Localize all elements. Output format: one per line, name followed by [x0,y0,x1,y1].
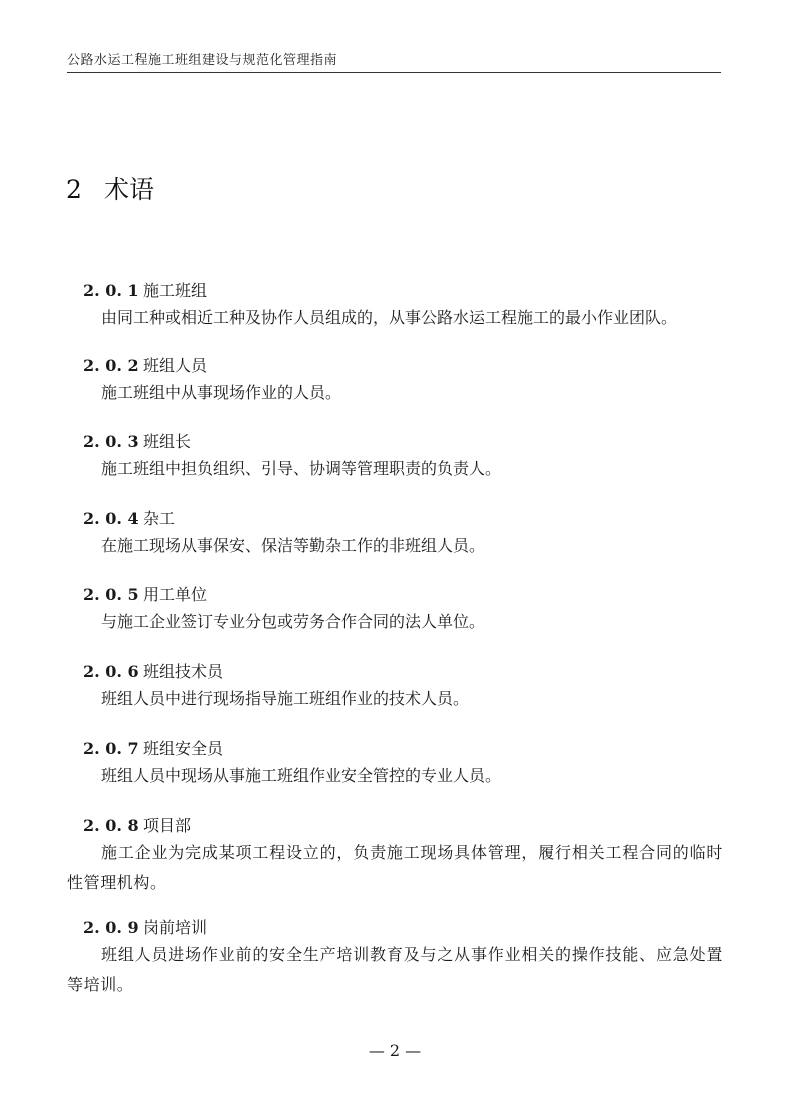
term-heading [83,353,207,376]
term-name: 岗前培训 [143,918,208,937]
term-name: 施工班组 [143,281,208,300]
term-name: 班组人员 [143,356,208,375]
term-code: 2. 0. 4 [83,509,139,528]
chapter-number: 2 [66,175,82,204]
term-definition: 由同工种或相近工种及协作人员组成的，从事公路水运工程施工的最小作业团队。 [101,308,678,327]
term-heading [83,659,223,682]
term-heading [83,813,191,836]
term-definition: 与施工企业签订专业分包或劳务合作合同的法人单位。 [101,612,486,631]
term-heading [83,736,223,759]
page-number: — 2 — [368,1041,422,1060]
term-name: 用工单位 [143,585,208,604]
term-definition: 班组人员进场作业前的安全生产培训教育及与之从事作业相关的操作技能、应急处置等培训。 [67,945,723,994]
term-name: 杂工 [143,509,176,528]
term-code: 2. 0. 5 [83,585,139,604]
term-definition: 施工班组中从事现场作业的人员。 [101,383,342,402]
term-code: 2. 0. 6 [83,662,139,681]
term-definition: 班组人员中进行现场指导施工班组作业的技术人员。 [101,689,470,708]
term-definition: 施工企业为完成某项工程设立的，负责施工现场具体管理，履行相关工程合同的临时性管理机构。 [67,843,723,892]
term-code: 2. 0. 7 [83,739,139,758]
chapter-title [66,170,154,206]
term-name: 班组技术员 [143,662,224,681]
term-heading [83,915,207,938]
term-code: 2. 0. 1 [83,281,139,300]
term-name: 班组长 [143,432,192,451]
term-code: 2. 0. 3 [83,432,139,451]
term-definition: 班组人员中现场从事施工班组作业安全管控的专业人员。 [101,766,502,785]
term-name: 班组安全员 [143,739,224,758]
term-heading [83,278,207,301]
term-code: 2. 0. 9 [83,918,139,937]
header-rule [67,72,721,73]
running-header: 公路水运工程施工班组建设与规范化管理指南 [67,53,338,68]
term-code: 2. 0. 2 [83,356,139,375]
term-heading [83,506,175,529]
term-code: 2. 0. 8 [83,816,139,835]
term-name: 项目部 [143,816,192,835]
term-heading [83,429,191,452]
term-heading [83,582,207,605]
term-definition: 施工班组中担负组织、引导、协调等管理职责的负责人。 [101,459,502,478]
chapter-name: 术语 [104,175,155,204]
term-definition: 在施工现场从事保安、保洁等勤杂工作的非班组人员。 [101,536,486,555]
